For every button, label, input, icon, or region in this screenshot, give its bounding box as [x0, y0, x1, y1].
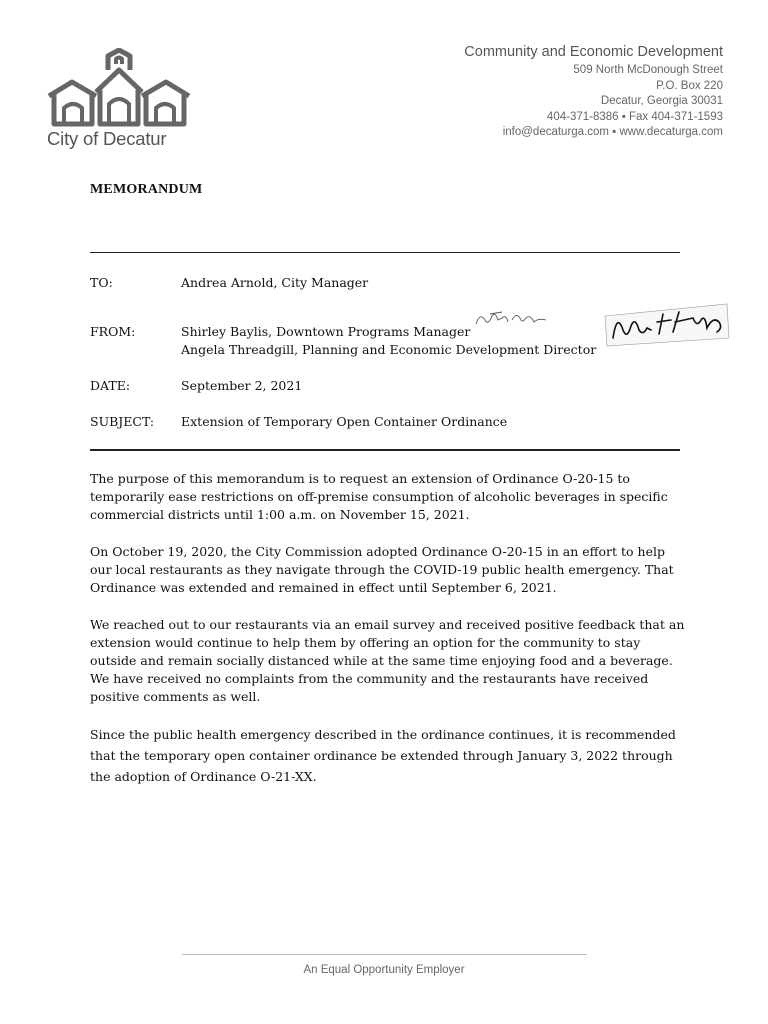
subject-label: SUBJECT:: [90, 414, 155, 429]
date-label: DATE:: [90, 378, 131, 393]
footer-text: An Equal Opportunity Employer: [303, 964, 465, 976]
letterhead-address: [464, 44, 723, 141]
body-paragraph-3: We reached out to our restaurants via an email survey and received positive feedback that an extension would continue to help them by offering an option for the community to stay outside and remain socially distanced while at the same time enjoying food and a beverage. We have received no complaints from the community and the restaurants have received positive comments as well.: [90, 617, 685, 704]
to-label: TO:: [90, 275, 113, 290]
signature-threadgill: [603, 300, 731, 348]
footer-divider: [182, 954, 587, 955]
body-paragraph-2: On October 19, 2020, the City Commission adopted Ordinance O-20-15 in an effort to help our local restaurants as they navigate through the COVID-19 public health emergency. That Ordinance was extended and remained in effect until September 6, 2021.: [90, 544, 674, 595]
address-street: 509 North McDonough Street: [573, 64, 723, 76]
body-paragraph-4: Since the public health emergency described in the ordinance continues, it is recommended that the temporary open container ordinance be extended through January 3, 2022 through the adoption of Ordinance O-21-XX.: [90, 727, 676, 784]
date-value: September 2, 2021: [181, 378, 303, 393]
from-label: FROM:: [90, 324, 136, 339]
address-po-box: P.O. Box 220: [656, 79, 723, 92]
memo-title: MEMORANDUM: [90, 182, 203, 197]
header-divider-top: [90, 252, 680, 253]
header-divider-bottom: [90, 449, 680, 451]
from-value-1: Shirley Baylis, Downtown Programs Manager: [181, 324, 471, 339]
subject-value: Extension of Temporary Open Container Ordinance: [181, 414, 508, 429]
address-phone-fax: 404-371-8386 ▪ Fax 404-371-1593: [546, 110, 723, 123]
logo-wordmark: City of Decatur: [47, 128, 167, 149]
address-city: Decatur, Georgia 30031: [600, 95, 723, 107]
department-name: Community and Economic Development: [464, 44, 723, 60]
city-logo: [44, 48, 194, 156]
city-buildings-icon: [44, 48, 194, 128]
to-value: Andrea Arnold, City Manager: [181, 275, 369, 290]
from-value-2: Angela Threadgill, Planning and Economic Development Director: [181, 342, 597, 357]
address-email-web: info@decaturga.com ▪ www.decaturga.com: [502, 126, 723, 138]
signature-baylis: [472, 308, 550, 332]
body-paragraph-1: The purpose of this memorandum is to request an extension of Ordinance O-20-15 to temporarily ease restrictions on off-premise consumption of alcoholic beverages in specific commercial districts until 1:00 a.m. on November 15, 2021.: [90, 471, 668, 522]
